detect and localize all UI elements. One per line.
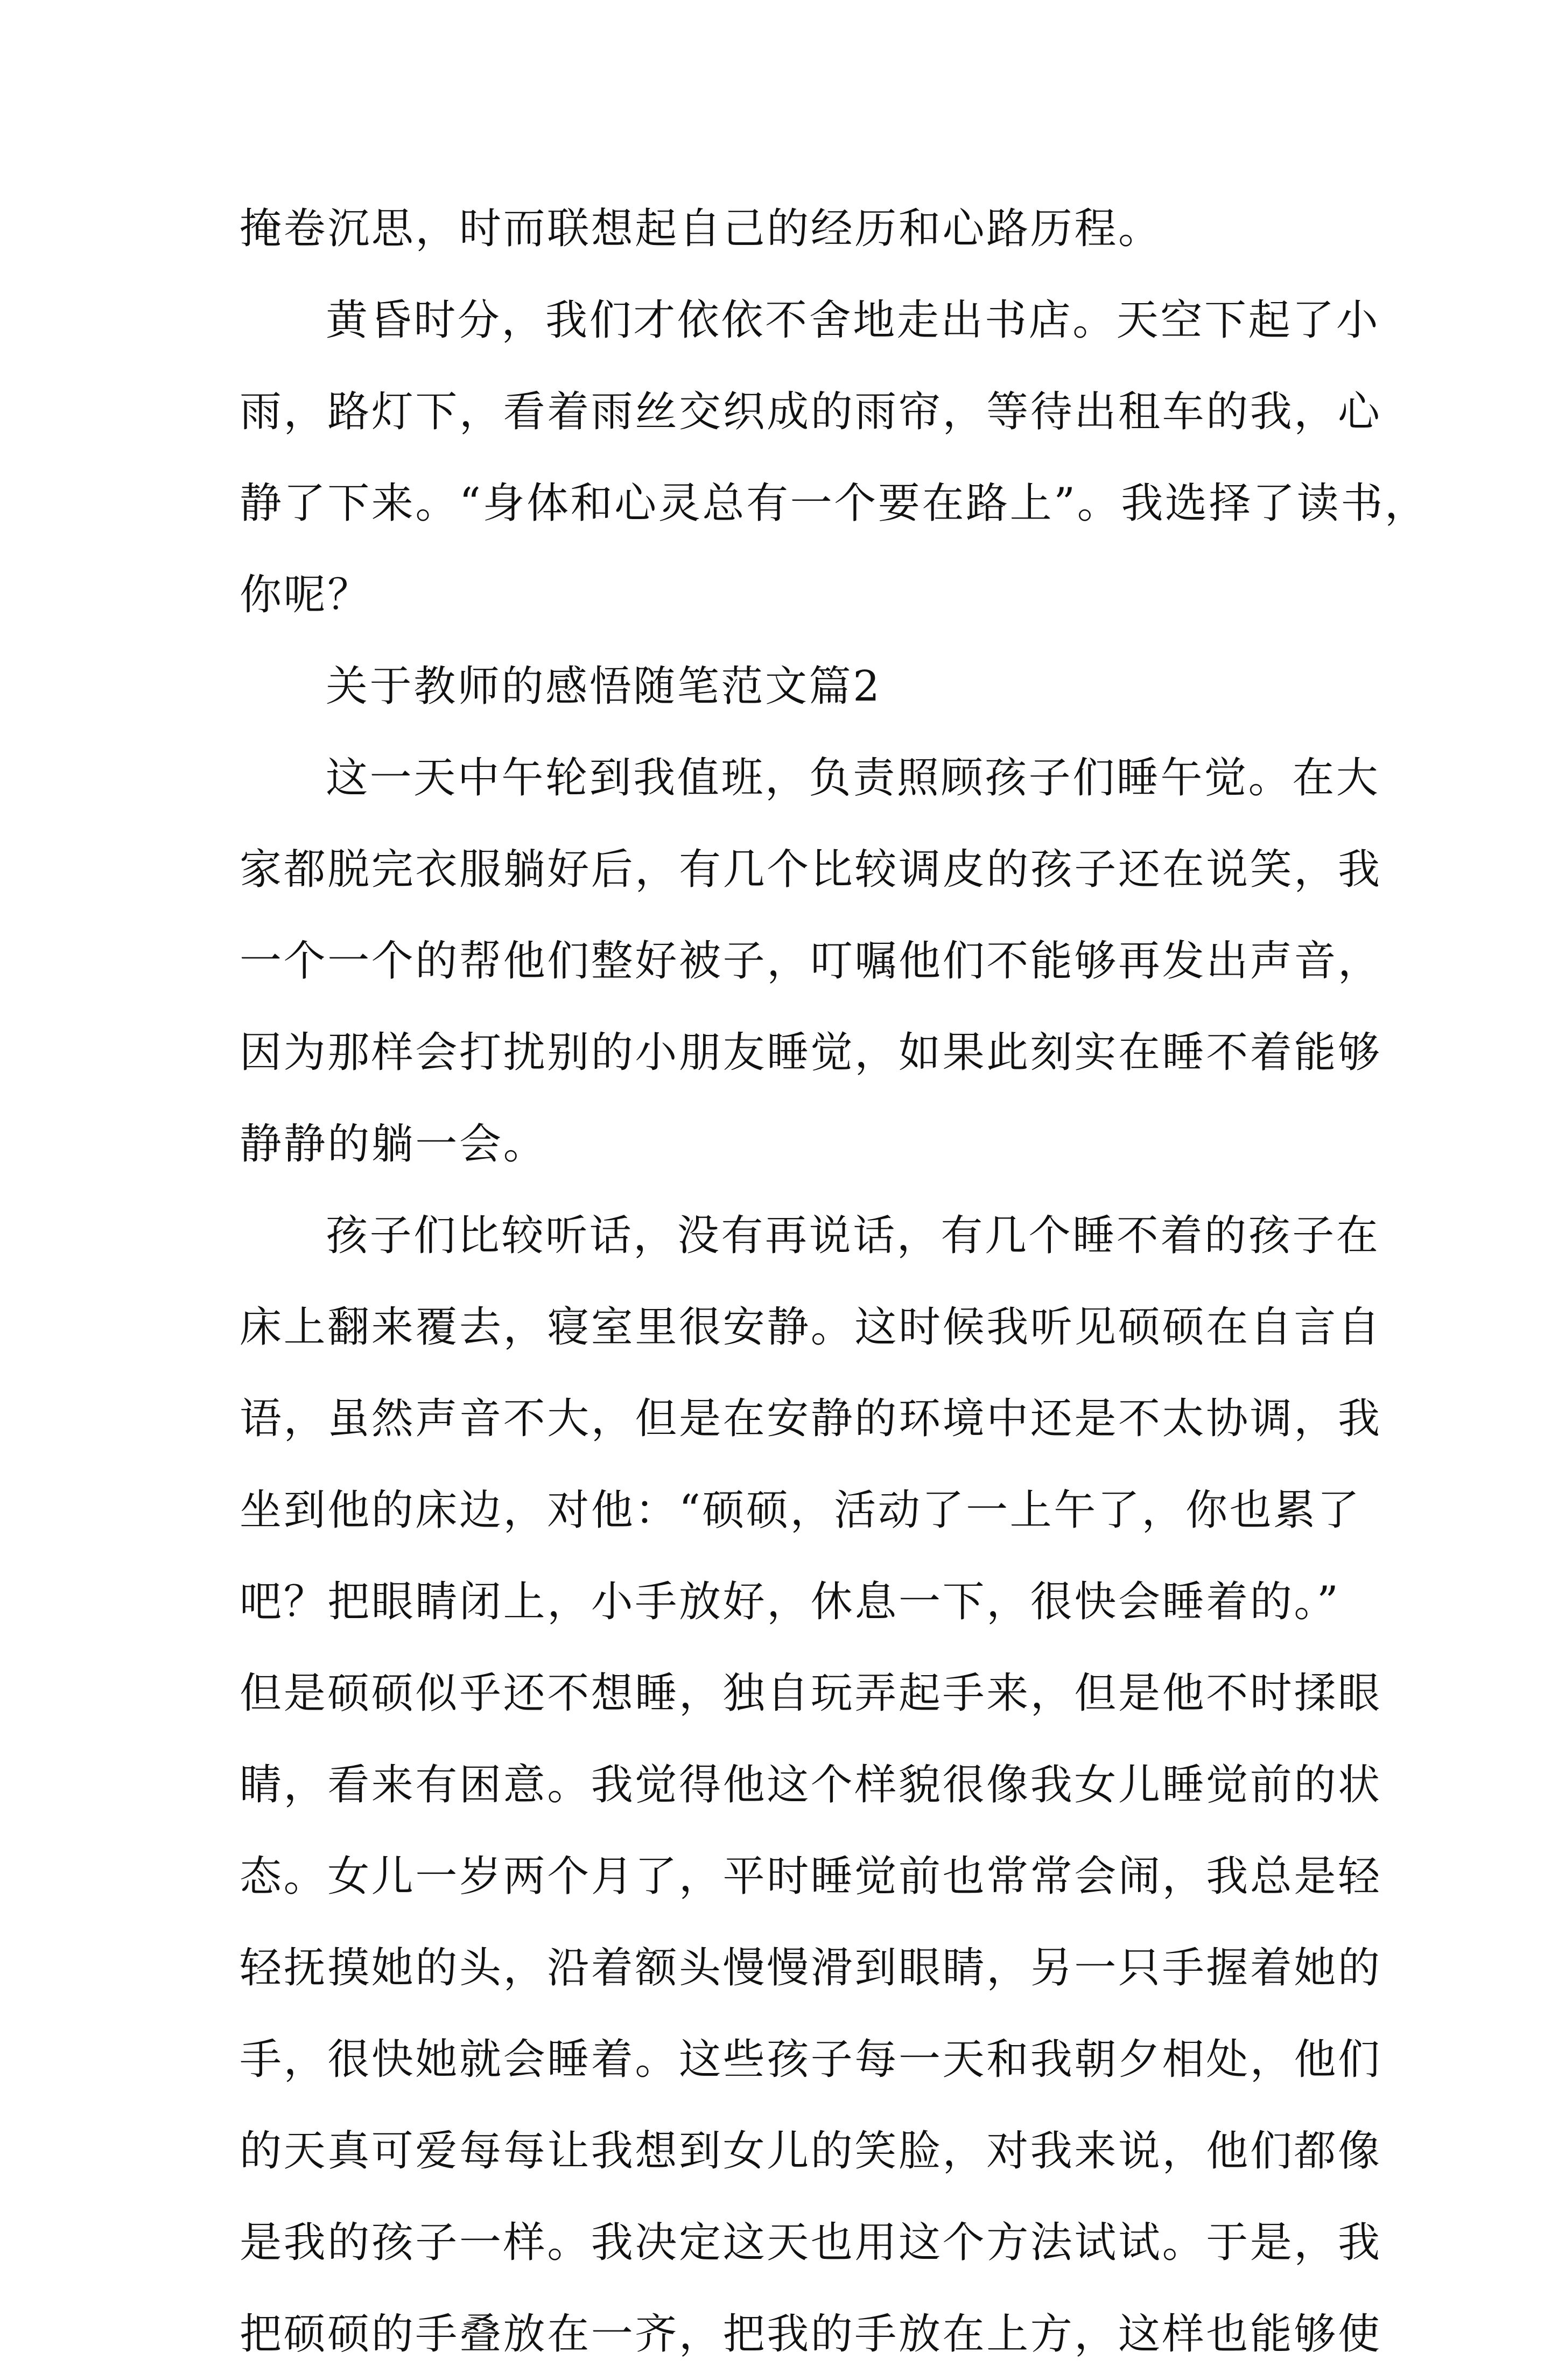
text-line: 床上翻来覆去，寝室里很安静。这时候我听见硕硕在自言自 xyxy=(240,1303,1382,1352)
text-line: 轻抚摸她的头，沿着额头慢慢滑到眼睛，另一只手握着她的 xyxy=(240,1944,1382,1992)
text-line: 把硕硕的手叠放在一齐，把我的手放在上方，这样也能够使 xyxy=(240,2310,1382,2358)
text-line: 态。女儿一岁两个月了，平时睡觉前也常常会闹，我总是轻 xyxy=(240,1852,1382,1901)
text-line: 静了下来。“身体和心灵总有一个要在路上”。我选择了读书， xyxy=(240,479,1429,528)
text-line: 你呢？ xyxy=(240,571,371,619)
text-line: 这一天中午轮到我值班，负责照顾孩子们睡午觉。在大 xyxy=(326,754,1380,802)
text-line: 因为那样会打扰别的小朋友睡觉，如果此刻实在睡不着能够 xyxy=(240,1028,1382,1077)
paragraph xyxy=(240,732,1382,1190)
text-line: 坐到他的床边，对他：“硕硕，活动了一上午了，你也累了 xyxy=(240,1486,1362,1535)
text-line: 手，很快她就会睡着。这些孩子每一天和我朝夕相处，他们 xyxy=(240,2035,1382,2084)
text-line: 是我的孩子一样。我决定这天也用这个方法试试。于是，我 xyxy=(240,2218,1382,2267)
paragraph xyxy=(240,183,1327,275)
text-line: 的天真可爱每每让我想到女儿的笑脸，对我来说，他们都像 xyxy=(240,2127,1382,2175)
text-line: 但是硕硕似乎还不想睡，独自玩弄起手来，但是他不时揉眼 xyxy=(240,1669,1382,1718)
text-line: 家都脱完衣服躺好后，有几个比较调皮的孩子还在说笑，我 xyxy=(240,845,1382,894)
paragraph xyxy=(240,1190,1382,2380)
text-line: 一个一个的帮他们整好被子，叮嘱他们不能够再发出声音， xyxy=(240,937,1382,985)
document-page xyxy=(240,183,1429,2380)
text-line: 睛，看来有困意。我觉得他这个样貌很像我女儿睡觉前的状 xyxy=(240,1761,1382,1809)
paragraph xyxy=(240,275,1429,641)
text-line: 静静的躺一会。 xyxy=(240,1120,548,1168)
text-line: 吧？把眼睛闭上，小手放好，休息一下，很快会睡着的。” xyxy=(240,1578,1341,1626)
text-line: 关于教师的感悟随笔范文篇2 xyxy=(326,662,882,711)
text-line: 掩卷沉思，时而联想起自己的经历和心路历程。 xyxy=(240,205,1162,253)
section-heading xyxy=(240,641,1327,732)
text-line: 黄昏时分，我们才依依不舍地走出书店。天空下起了小 xyxy=(326,296,1380,345)
text-line: 雨，路灯下，看着雨丝交织成的雨帘，等待出租车的我，心 xyxy=(240,388,1382,436)
text-line: 孩子们比较听话，没有再说话，有几个睡不着的孩子在 xyxy=(326,1212,1380,1260)
text-line: 语，虽然声音不大，但是在安静的环境中还是不太协调，我 xyxy=(240,1395,1382,1443)
